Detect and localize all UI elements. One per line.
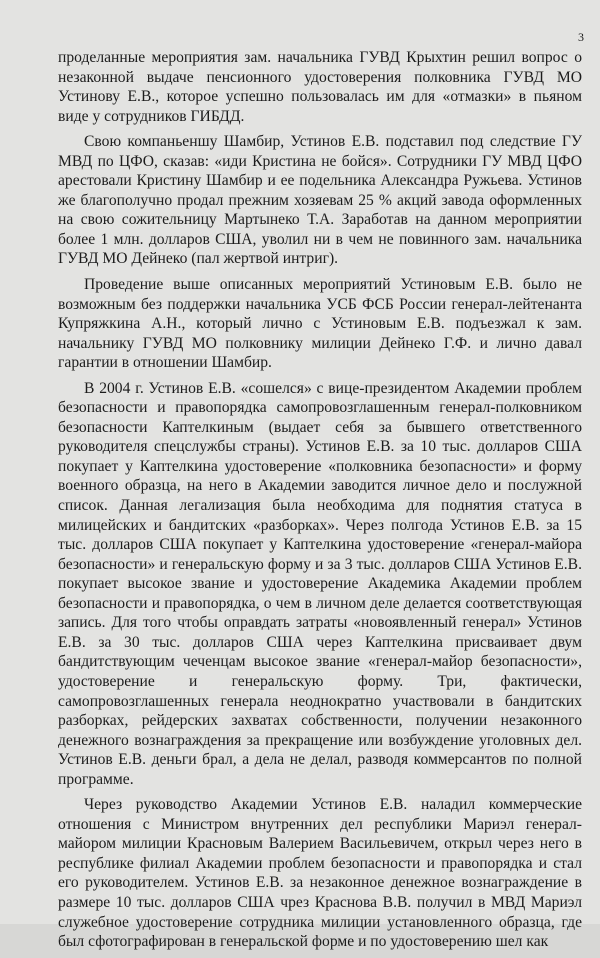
paragraph-3: Проведение выше описанных мероприятий Устиновым Е.В. было не возможным без поддержки начальника УСБ ФСБ России генерал-лейтенанта Купряжкина А.Н., который лично с Устиновым Е.В. подъезжал к зам. начальнику ГУВД МО полковнику милиции Дейнеко Г.Ф. и лично давал гарантии в отношении Шамбир. [58, 276, 582, 372]
paragraph-2: Свою компаньеншу Шамбир, Устинов Е.В. подставил под следствие ГУ МВД по ЦФО, сказав: «иди Кристина не бойся». Сотрудники ГУ МВД ЦФО арестовали Кристину Шамбир и ее подельника Александра Ружьева. Устинов же благополучно продал прежним хозяевам 25 % акций завода оформленных на свою сожительницу Мартынеко Т.А. Заработав на данном мероприятии более 1 млн. долларов США, уволил ни в чем не повинного зам. начальника ГУВД МО Дейнеко (пал жертвой интриг). [58, 133, 582, 268]
paragraph-4: В 2004 г. Устинов Е.В. «сошелся» с вице-президентом Академии проблем безопасности и правопорядка самопровозглашенным генерал-полковником безопасности Каптелкиным (выдает себя за бывшего ответственного руководителя спецслужбы страны). Устинов Е.В. за 10 тыс. долларов США покупает у Каптелкина удостоверение «полковника безопасности» и форму военного образца, на него в Академии заводится личное дело и послужной список. Данная легализация была необходима для поднятия статуса в милицейских и бандитских «разборках». Через полгода Устинов Е.В. за 15 тыс. долларов США покупает у Каптелкина удостоверение «генерал-майора безопасности» и генеральскую форму и за 3 тыс. долларов США Устинов Е.В. покупает высокое звание и удостоверение Академика Академии проблем безопасности и правопорядка, о чем в личном деле делается соответствующая запись. Для того чтобы оправдать затраты «новоявленный генерал» Устинов Е.В. за 30 тыс. долларов США через Каптелкина присваивает двум бандитствующим чеченцам высокое звание «генерал-майор безопасности», удостоверение и генеральскую форму. Три, фактически, самопровозглашенных генерала неоднократно участвовали в бандитских разборках, рейдерских захватах собственности, получении незаконного денежного вознаграждения за прекращение или возбуждение уголовных дел. Устинов Е.В. деньги брал, а дела не делал, разводя коммерсантов по полной программе. [58, 379, 582, 788]
page-number: 3 [578, 30, 584, 44]
document-body [58, 48, 582, 958]
paragraph-1: проделанные мероприятия зам. начальника ГУВД Крыхтин решил вопрос о незаконной выдаче пенсионного удостоверения полковника ГУВД МО Устинову Е.В., которое успешно пользовалась им для «отмазки» в пьяном виде у сотрудников ГИБДД. [58, 49, 582, 125]
paragraph-5: Через руководство Академии Устинов Е.В. наладил коммерческие отношения с Министром внутренних дел республики Мариэл генерал-майором милиции Красновым Валерием Васильевичем, открыл через него в республике филиал Академии проблем безопасности и правопорядка и стал его руководителем. Устинов Е.В. за незаконное денежное вознаграждение в размере 10 тыс. долларов США чрез Краснова В.В. получил в МВД Мариэл служебное удостоверение сотрудника милиции установленного образца, где был сфотографирован в генеральской форме и по удостоверению шел как [58, 796, 582, 951]
